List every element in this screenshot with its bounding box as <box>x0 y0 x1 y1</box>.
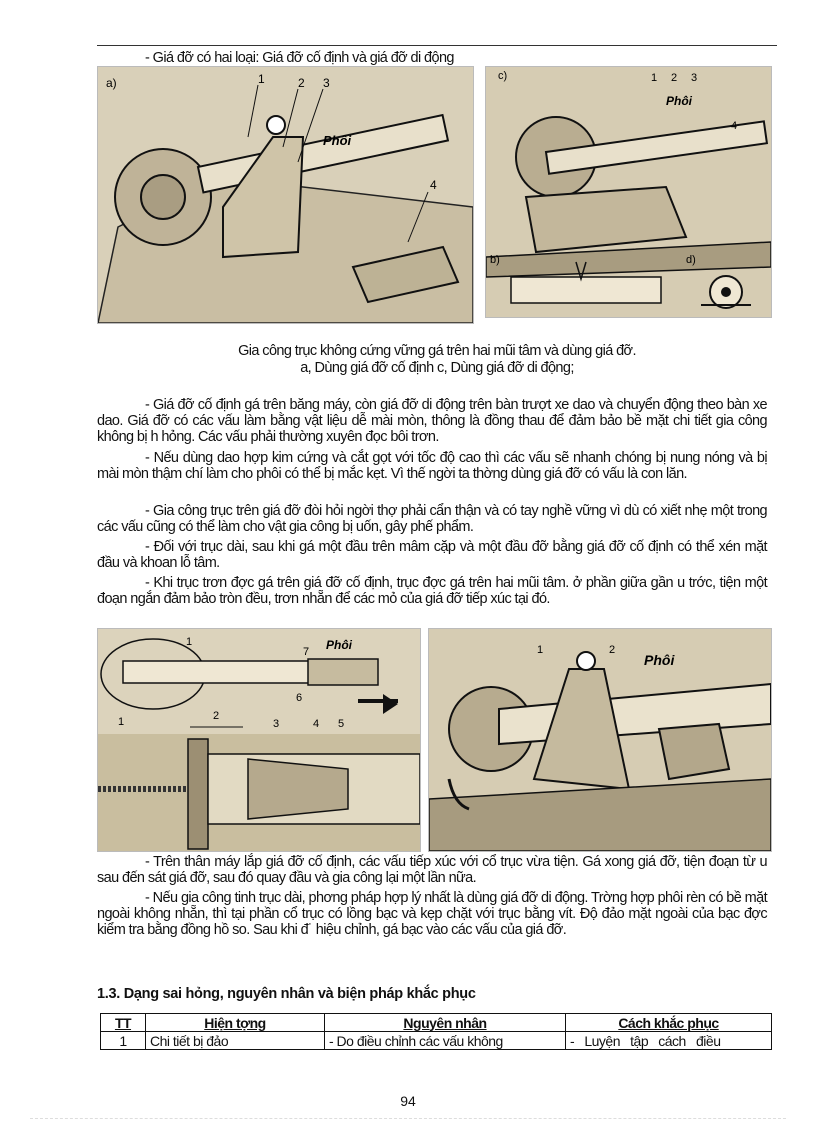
figure-bushing-mount <box>97 628 421 852</box>
footer-rule <box>30 1118 786 1119</box>
fig-c-label: c) <box>498 70 508 82</box>
fig-c-callout-4: 4 <box>731 120 738 132</box>
section-heading: 1.3. Dạng sai hỏng, nguyên nhân và biện pháp khắc phục <box>97 986 476 1002</box>
paragraph-4 <box>97 539 767 571</box>
page-number: 94 <box>400 1093 416 1109</box>
paragraph-1 <box>97 397 767 445</box>
table-header-row <box>101 1014 772 1032</box>
fig-mid-left-callout-2: 2 <box>213 710 220 722</box>
table-row <box>101 1032 772 1050</box>
fig-d-label: d) <box>686 254 696 266</box>
fig-mid-left-callout-7: 7 <box>303 646 310 658</box>
figure-fixed-steady-rest <box>97 66 474 324</box>
col-header-phenomenon: Hiện tợng <box>146 1014 325 1032</box>
follow-rest-drawing <box>486 67 771 317</box>
paragraph-3-text: - Gia công trục trên giá đỡ đòi hỏi ngời thợ phải cẩn thận và có tay nghề vững vì dù có xiết nhẹ một trong các vấu cũng có thể làm cho vật gia công bị uốn, gây phế phẩm. <box>97 503 767 535</box>
col-header-cause: Nguyên nhân <box>325 1014 566 1032</box>
cell-phenomenon: Chi tiết bị đảo <box>146 1032 325 1050</box>
paragraph-6 <box>97 854 767 886</box>
paragraph-5 <box>97 575 767 607</box>
fig-a-callout-2: 2 <box>298 76 305 90</box>
fig-mid-left-callout-5: 5 <box>338 718 345 730</box>
fig-mid-right-callout-2: 2 <box>609 644 616 656</box>
fig-b-label: b) <box>490 254 500 266</box>
figure-caption-line-2: a, Dùng giá đỡ cố định c, Dùng giá đỡ di động; <box>300 360 574 376</box>
defects-table <box>100 1013 772 1050</box>
fig-a-workpiece-label: Phôi <box>323 133 352 148</box>
paragraph-3 <box>97 503 767 535</box>
fig-mid-right-workpiece-label: Phôi <box>644 652 675 668</box>
figure-steady-rest-lathe <box>428 628 772 852</box>
paragraph-2 <box>97 450 767 482</box>
fig-mid-left-callout-3: 3 <box>273 718 280 730</box>
fig-a-callout-4: 4 <box>430 178 437 192</box>
fixed-steady-rest-drawing <box>98 67 473 323</box>
fig-a-callout-1: 1 <box>258 72 265 86</box>
steady-rest-lathe-drawing <box>429 629 771 851</box>
cell-remedy: - Luyện tập cách điều <box>566 1032 772 1050</box>
figure-follow-rest <box>485 66 772 318</box>
paragraph-7 <box>97 890 767 938</box>
cell-cause: - Do điều chỉnh các vấu không <box>325 1032 566 1050</box>
header-rule <box>97 45 777 46</box>
fig-a-label: a) <box>106 76 117 90</box>
bushing-mount-drawing <box>98 629 420 851</box>
fig-c-callout-1: 1 <box>651 72 658 84</box>
paragraph-4-text: - Đối với trục dài, sau khi gá một đầu trên mâm cặp và một đầu đỡ bằng giá đỡ cố định có thể xén mặt đầu và khoan lỗ tâm. <box>97 539 767 571</box>
fig-c-callout-3: 3 <box>691 72 698 84</box>
paragraph-2-text: - Nếu dùng dao hợp kim cứng và cắt gọt với tốc độ cao thì các vấu sẽ nhanh chóng bị nung nóng và bị mài mòn thậm chí làm cho phôi có thể bị mắc kẹt. Vì thế ngời ta thờng dùng giá đỡ có vấu là con lăn. <box>97 450 767 482</box>
paragraph-1-text: - Giá đỡ cố định gá trên băng máy, còn giá đỡ di động trên bàn trượt xe dao và chuyển động theo bàn xe dao. Giá đỡ có các vấu làm bằng vật liệu dễ mài mòn, thông là đồng thau để đảm bảo bề mặt chi tiết gia công không bị h hỏng. Các vấu phải thường xuyên đọc bôi trơn. <box>97 397 767 445</box>
fig-mid-right-callout-1: 1 <box>537 644 544 656</box>
col-header-tt: TT <box>101 1014 146 1032</box>
cell-tt: 1 <box>101 1032 146 1050</box>
fig-mid-left-workpiece-label: Phôi <box>326 638 352 652</box>
fig-mid-left-callout-6: 6 <box>296 692 303 704</box>
fig-mid-left-callout-1b: 1 <box>118 716 125 728</box>
intro-line: - Giá đỡ có hai loại: Giá đỡ cố định và giá đỡ di động <box>145 50 454 66</box>
fig-mid-left-callout-4: 4 <box>313 718 320 730</box>
figure-caption-line-1: Gia công trục không cứng vững gá trên hai mũi tâm và dùng giá đỡ. <box>238 343 636 359</box>
fig-c-callout-2: 2 <box>671 72 678 84</box>
fig-a-callout-3: 3 <box>323 76 330 90</box>
fig-mid-left-callout-1a: 1 <box>186 636 193 648</box>
fig-c-workpiece-label: Phôi <box>666 94 692 108</box>
paragraph-6-text: - Trên thân máy lắp giá đỡ cố định, các vấu tiếp xúc với cổ trục vừa tiện. Gá xong giá đỡ, tiện đoạn từ u sau đến sát giá đỡ, sau đó quay đầu và gia công lại một lần nữa. <box>97 854 767 886</box>
paragraph-5-text: - Khi trục trơn đợc gá trên giá đỡ cố định, trục đợc gá trên hai mũi tâm. ở phần giữa gần u trớc, tiện một đoạn ngắn đảm bảo tròn đều, trơn nhẵn để các mỏ của giá đỡ tiếp xúc tại đó. <box>97 575 767 607</box>
col-header-remedy: Cách khắc phục <box>566 1014 772 1032</box>
paragraph-7-text: - Nếu gia công tinh trục dài, phơng pháp hợp lý nhất là dùng giá đỡ di động. Trờng hợp phôi rèn có bề mặt ngoài không nhẵn, thì tại phần cổ trục có lồng bạc và kẹp chặt với trục bằng vít. Độ đảo mặt ngoài của bạc đợc kiểm tra bằng đồng hồ so. Sau khi đ˙ hiệu chỉnh, gá bạc vào các vấu của giá đỡ. <box>97 890 767 938</box>
